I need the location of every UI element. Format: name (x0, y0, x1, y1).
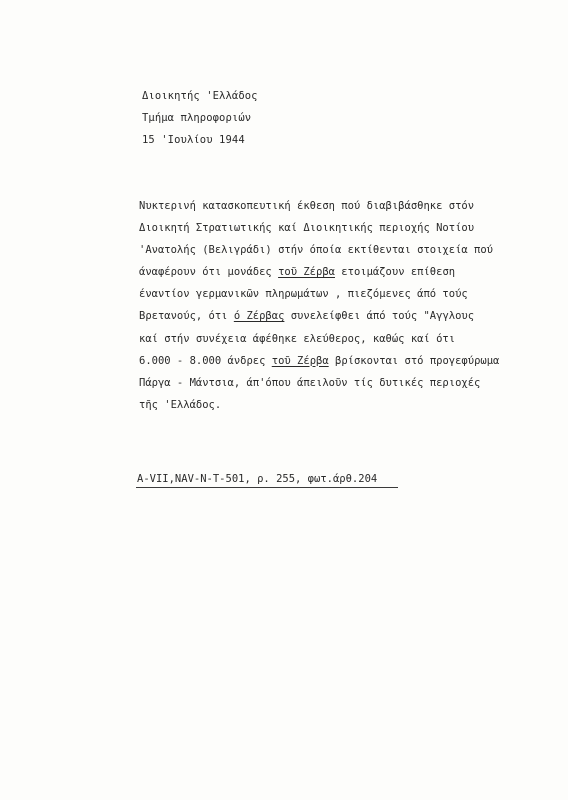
body-text-segment: βρίσκονται στό προγεφύρωμα (328, 354, 500, 367)
header-authority: Διοικητής 'Ελλάδος (142, 90, 258, 102)
underlined-name: τοῦ Ζέρβα (271, 354, 329, 367)
header-department: Τμήμα πληροφοριών (142, 112, 252, 124)
body-text-segment: ετοιμάζουν επίθεση (334, 266, 456, 279)
body-line: τῆς 'Ελλάδος. (139, 398, 222, 411)
body-text-segment: Βρετανούς, ότι (139, 310, 234, 323)
body-line (139, 305, 499, 327)
reference-underline (136, 487, 398, 488)
document-header (142, 85, 258, 151)
body-text-segment: συνελείφθει άπό τούς "Αγγλους (284, 310, 475, 323)
body-line: έναντίον γερμανικῶν πληρωμάτων , πιεζόμενες άπό τούς (139, 288, 468, 301)
body-line: 'Ανατολής (Βελιγράδι) στήν όποία εκτίθενται στοιχεία πού (139, 244, 494, 257)
body-text-segment: άναφέρουν ότι μονάδες (139, 266, 279, 279)
archive-reference: A-VII,NAV-N-T-501, ρ. 255, φωτ.άρθ.204 (137, 473, 378, 485)
body-line (139, 350, 499, 372)
body-line (139, 261, 499, 283)
underlined-name: ό Ζέρβας (233, 310, 285, 323)
document-body (139, 195, 499, 416)
body-line: καί στήν συνέχεια άφέθηκε ελεύθερος, καθώς καί ότι (139, 332, 456, 345)
body-text-segment: 6.000 - 8.000 άνδρες (139, 354, 272, 367)
underlined-name: τοῦ Ζέρβα (278, 266, 335, 279)
header-date: 15 'Ιουλίου 1944 (142, 134, 245, 146)
body-line: Πάργα - Μάντσια, άπ'όπου άπειλοῦν τίς δυτικές περιοχές (139, 376, 481, 389)
body-line: Διοικητή Στρατιωτικής καί Διοικητικής περιοχής Νοτίου (139, 222, 475, 235)
body-line: Νυκτερινή κατασκοπευτική έκθεση πού διαβιβάσθηκε στόν (139, 200, 475, 212)
